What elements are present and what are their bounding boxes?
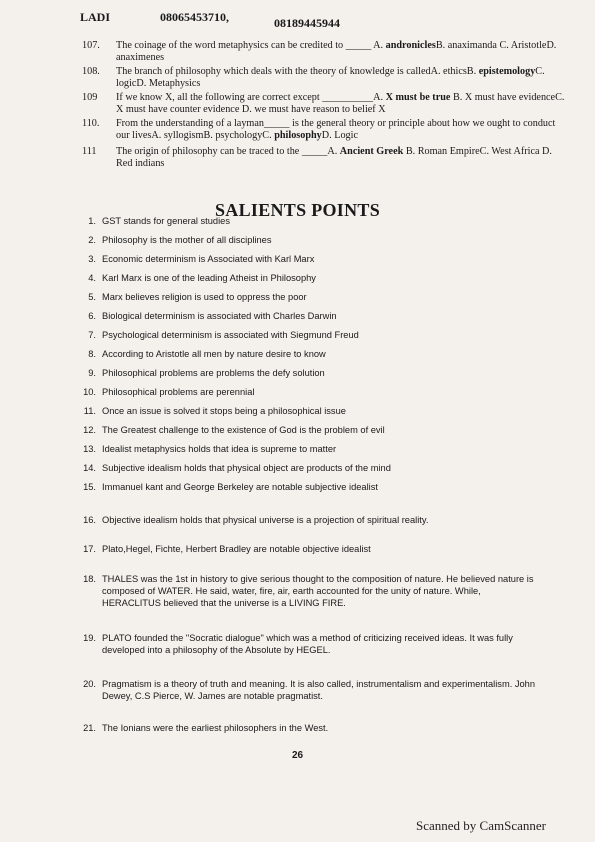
page-number: 26 (291, 750, 304, 761)
question-number: 111 (82, 146, 97, 157)
question-number: 110. (82, 118, 100, 129)
answer-highlight: Ancient Greek (339, 146, 404, 157)
answer-highlight: philosophy (274, 129, 322, 141)
question-number: 109 (82, 92, 98, 103)
header-name: LADI (80, 10, 111, 24)
answer-highlight: epistemology (478, 66, 536, 77)
question-text: The branch of philosophy which deals with the theory of knowledge is calledA. ethicsB. epistemologyC. logicD. Metaphysics (116, 66, 545, 89)
document-page: LADI 08065453710, 08189445944 107. The coinage of the word metaphysics can be credited to _____ A. androniclesB. anaximanda C. AristotleD. anaximenes 108. The branch of philosophy which deals with the theory of knowledge is calledA. ethicsB. epistemologyC. logicD. Metaphysics 109 If we know X, all the following are correct except __________A. X must be true B. X must have evidenceC. X must have counter evidence D. we must have reason to belief X 110. From the understanding of a layman_____ is the general theory or principle about how we ought to conduct our livesA. syllogismB. psychologyC. philosophyD. Logic 111 The origin of philosophy can be traced to the _____A. Ancient Greek B. Roman EmpireC. West Africa D. Red indians SALIENTS POINTS 1. GST stands for general studies 2. Philosophy is the mother of all disciplines 3. Economic determinism is Associated with Karl Marx 4. Karl Marx is one of the leading Atheist in Philosophy 5. Marx believes religion is used to oppress the poor 6. Biological determinism is associated with Charles Darwin 7. Psychological determinism is associated with Siegmund Freud 8. According to Aristotle all men by nature desire to know 9. Philosophical problems are problems the defy solution 10. Philosophical problems are perennial 11. Once an issue is solved it stops being a philosophical issue 12. The Greatest challenge to the existence of God is the problem of evil 13. Idealist metaphysics holds that idea is supreme to matter 14. Subjective idealism holds that physical object are products of the mind 15. Immanuel kant and George Berkeley are notable subjective idealist 16. Objective idealism holds that physical universe is a projection of spiritual reality. 17. Plato,Hegel, Fichte, Herbert Bradley are notable objective idealist 18. THALES was the 1st in history to give serious thought to the composition of nature. He believed nature is composed of WATER. He said, water, fire, air, earth accounted for the unity of nature. While, HERACLITUS believed that the universe is a LIVING FIRE. 19. PLATO founded the "Socratic dialogue" which was a method of criticizing received ideas. It was fully developed into a philosophy of the Absolute by HEGEL. 20. Pragmatism is a theory of truth and meaning. It is also called, instrumentalism and experimentalism. John Dewey, C.S Pierce, W. James are notable pragmatist. 21. The Ionians were the earliest philosophers in the West. 26 Scanned by CamScanner (0, 0, 595, 842)
question-text: If we know X, all the following are correct except __________A. X must be true B. X must have evidenceC. X must have counter evidence D. we must have reason to belief X (116, 92, 565, 115)
header-phone-1: 08065453710, (160, 10, 229, 24)
answer-highlight: andronicles (385, 40, 436, 51)
question-text: From the understanding of a layman_____ is the general theory or principle about how we ought to conduct our livesA. syllogismB. psychologyC. philosophyD. Logic (116, 118, 556, 141)
header-phone-2: 08189445944 (274, 16, 340, 30)
question-number: 107. (82, 40, 100, 51)
scanner-watermark: Scanned by CamScanner (416, 818, 546, 833)
question-number: 108. (82, 66, 100, 77)
answer-highlight: X must be true (385, 92, 451, 103)
question-text: The origin of philosophy can be traced to the _____A. Ancient Greek B. Roman EmpireC. West Africa D. Red indians (116, 146, 552, 169)
question-text: The coinage of the word metaphysics can be credited to _____ A. androniclesB. anaximanda C. AristotleD. anaximenes (116, 40, 557, 63)
section-title: SALIENTS POINTS (214, 200, 381, 220)
